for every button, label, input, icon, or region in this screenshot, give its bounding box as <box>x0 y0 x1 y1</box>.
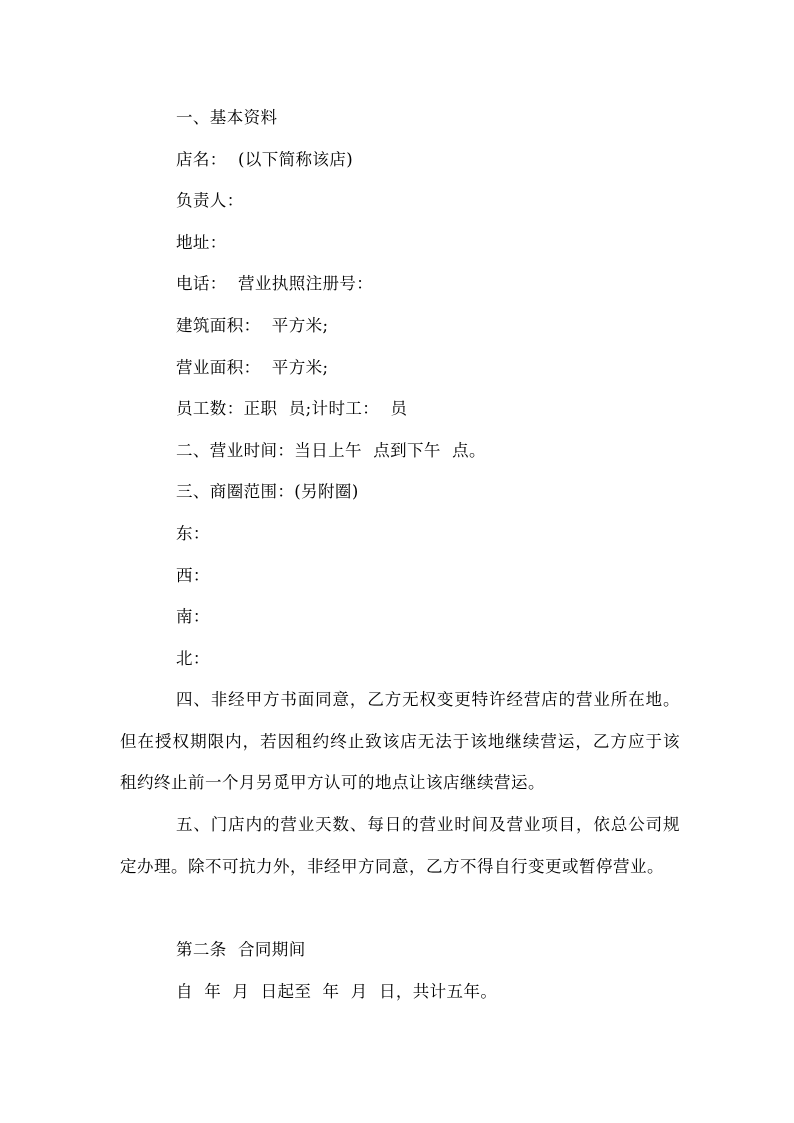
section-contract-period: 第二条 合同期间 <box>176 940 306 959</box>
trade-area-line: 三、商圈范围：(另附圈) <box>176 482 359 501</box>
north-line: 北： <box>176 649 210 668</box>
west-line: 西： <box>176 566 210 585</box>
south-line: 南： <box>176 607 210 626</box>
east-line: 东： <box>176 524 210 543</box>
business-area-line: 营业面积： 平方米; <box>176 358 329 377</box>
address-line: 地址： <box>176 233 227 252</box>
phone-license-line: 电话： 营业执照注册号： <box>176 274 374 293</box>
business-hours-line: 二、营业时间：当日上午 点到下午 点。 <box>176 441 486 460</box>
paragraph-location-change: 四、非经甲方书面同意，乙方无权变更特许经营店的营业所在地。但在授权期限内，若因租约终止致该店无法于该地继续营运，乙方应于该租约终止前一个月另觅甲方认可的地点让该店继续营运。 <box>120 690 680 793</box>
manager-line: 负责人： <box>176 191 244 210</box>
paragraph-business-days: 五、门店内的营业天数、每日的营业时间及营业项目，依总公司规定办理。除不可抗力外，非经甲方同意，乙方不得自行变更或暂停营业。 <box>120 815 680 876</box>
staff-count-line: 员工数：正职 员;计时工： 员 <box>176 399 408 418</box>
contract-term-line: 自 年 月 日起至 年 月 日，共计五年。 <box>176 982 498 1001</box>
store-name-line: 店名： (以下简称该店) <box>176 150 354 169</box>
building-area-line: 建筑面积： 平方米; <box>176 316 329 335</box>
basic-info-heading: 一、基本资料 <box>176 108 278 127</box>
